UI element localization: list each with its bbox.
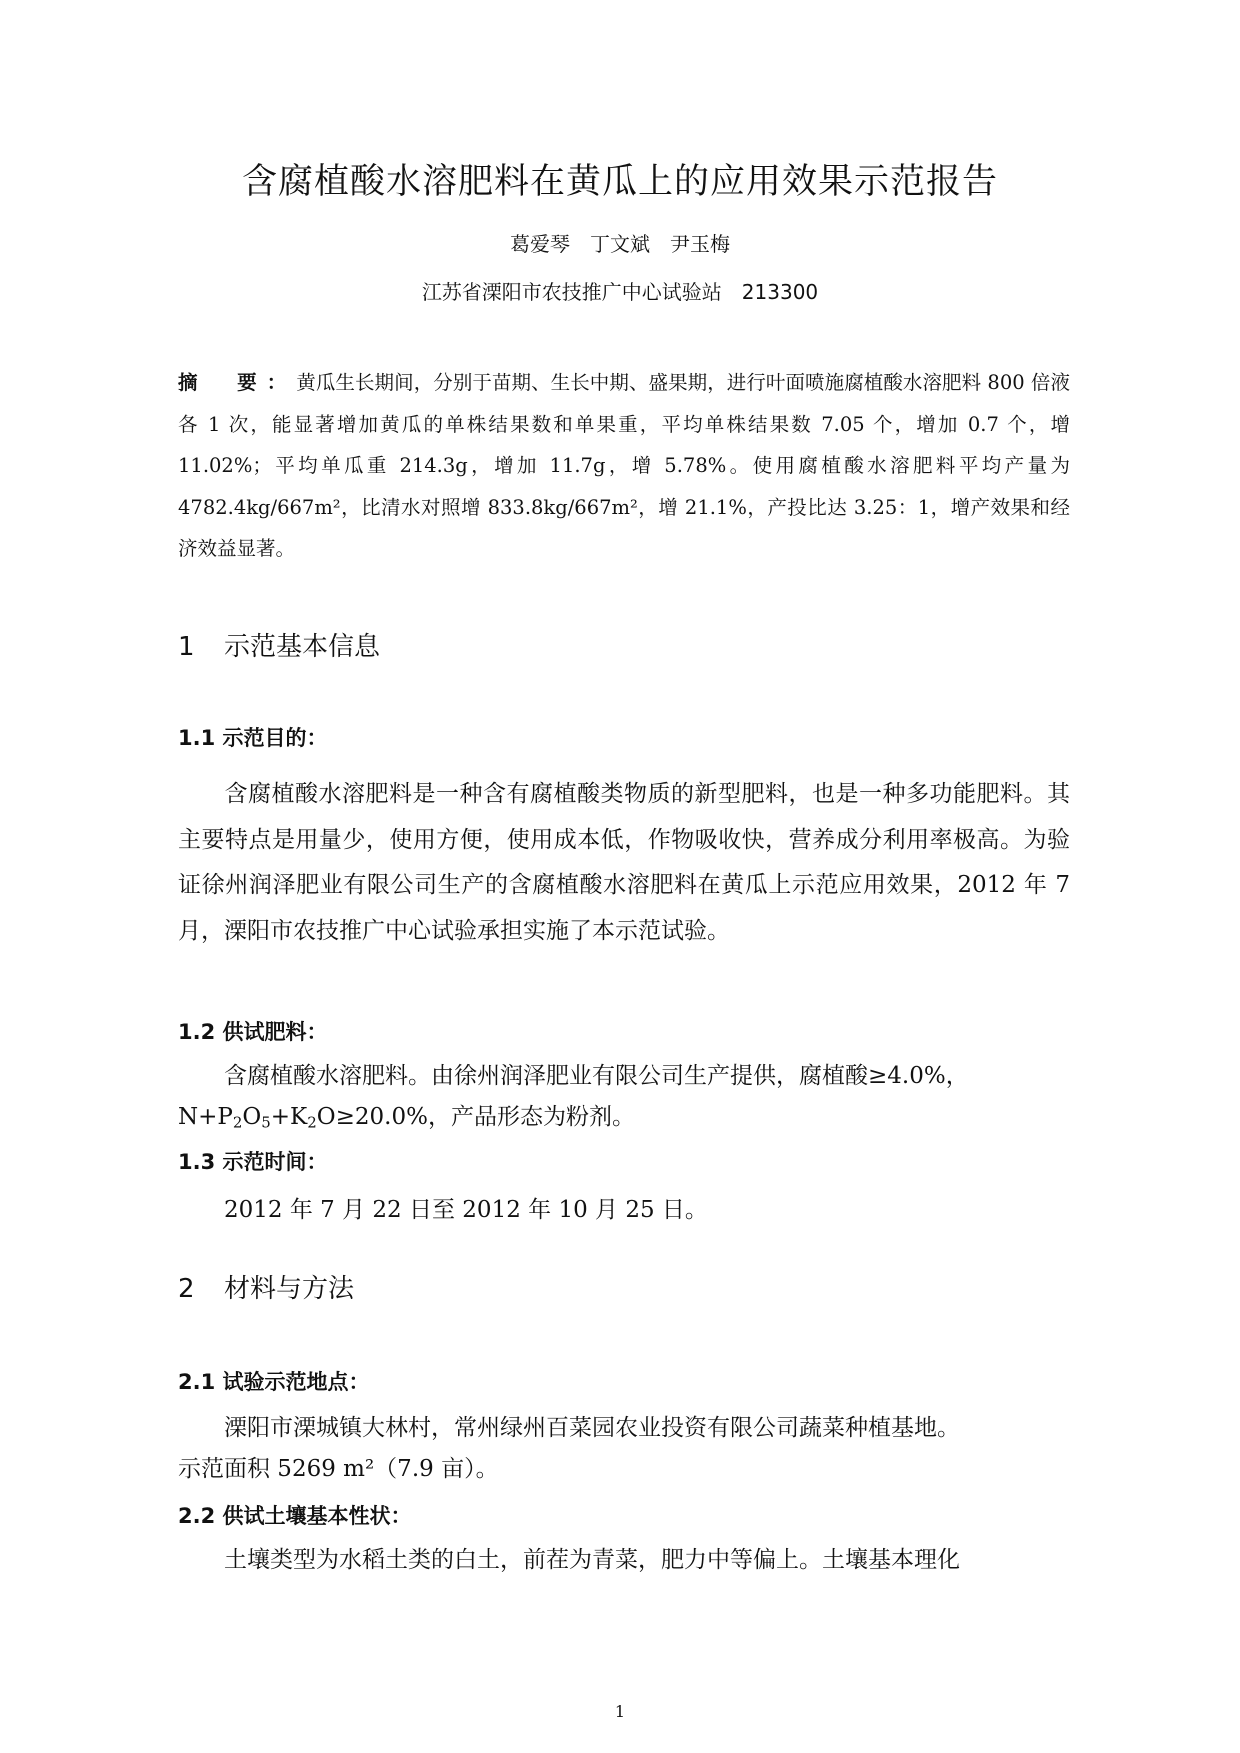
subsection-1-2-text: [178, 1056, 1070, 1144]
affiliation: 江苏省溧阳市农技推广中心试验站 213300: [421, 280, 819, 304]
subsection-1-2-line1: 含腐植酸水溶肥料。由徐州润泽肥业有限公司生产提供，腐植酸≥4.0%，: [224, 1063, 969, 1089]
subsection-1-3-body: 2012 年 7 月 22 日至 2012 年 10 月 25 日。: [224, 1197, 708, 1223]
subsection-1-3-text: [178, 1190, 1070, 1231]
subsection-1-1-body: 含腐植酸水溶肥料是一种含有腐植酸类物质的新型肥料，也是一种多功能肥料。其主要特点是用量少，使用方便，使用成本低，作物吸收快，营养成分利用率极高。为验证徐州润泽肥业有限公司生产的含腐植酸水溶肥料在黄瓜上示范应用效果，2012 年 7 月，溧阳市农技推广中心试验承担实施了本示范试验。: [178, 781, 1070, 944]
subsection-2-1-line2: 示范面积 5269 m²（7.9 亩）。: [178, 1456, 499, 1482]
section-2-heading: [178, 1268, 354, 1305]
abstract-label: 摘 要：: [178, 371, 297, 394]
abstract: [178, 362, 1070, 570]
section-1-title: 示范基本信息: [224, 632, 381, 662]
subsection-2-1-heading: 2.1 试验示范地点：: [178, 1370, 370, 1394]
authors: 葛爱琴 丁文斌 尹玉梅: [510, 232, 730, 256]
page-number: 1: [614, 1702, 626, 1721]
subsection-2-2-heading: 2.2 供试土壤基本性状：: [178, 1504, 412, 1528]
subsection-1-2-heading: 1.2 供试肥料：: [178, 1020, 328, 1044]
document-title: 含腐植酸水溶肥料在黄瓜上的应用效果示范报告: [241, 162, 998, 202]
subsection-1-3-heading: 1.3 示范时间：: [178, 1150, 328, 1174]
section-1-number: 1: [178, 632, 195, 662]
subsection-2-1-line1: 溧阳市溧城镇大林村，常州绿州百菜园农业投资有限公司蔬菜种植基地。: [224, 1415, 960, 1441]
subsection-1-1-text: [178, 772, 1070, 954]
fertilizer-formula: $N+P_2O_5+K_2O$: [178, 1104, 336, 1132]
section-1-heading: [178, 626, 380, 663]
subsection-2-2-text: [178, 1540, 1070, 1581]
abstract-text: 黄瓜生长期间，分别于苗期、生长中期、盛果期，进行叶面喷施腐植酸水溶肥料 800 倍液各 1 次，能显著增加黄瓜的单株结果数和单果重，平均单株结果数 7.05 个，增加 0.7 个，增 11.02%；平均单瓜重 214.3g，增加 11.7g，增 5.78%。使用腐植酸水溶肥料平均产量为 4782.4kg/667m²，比清水对照增 833.8kg/667m²，增 21.1%，产投比达 3.25：1，增产效果和经济效益显著。: [178, 371, 1070, 560]
subsection-1-1-heading: 1.1 示范目的：: [178, 726, 328, 750]
subsection-2-2-body: 土壤类型为水稻土类的白土，前茬为青菜，肥力中等偏上。土壤基本理化: [224, 1547, 960, 1573]
subsection-1-2-line2: ≥20.0%，产品形态为粉剂。: [335, 1104, 635, 1130]
section-2-title: 材料与方法: [224, 1274, 355, 1304]
subsection-2-1-text: [178, 1408, 1070, 1490]
section-2-number: 2: [178, 1274, 195, 1304]
